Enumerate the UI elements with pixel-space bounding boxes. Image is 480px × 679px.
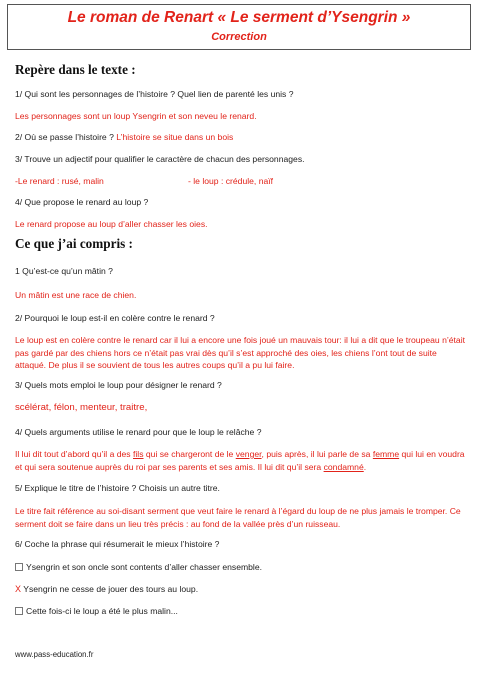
option-2-label: Ysengrin ne cesse de jouer des tours au loup. xyxy=(23,584,199,594)
answer-2-4 xyxy=(15,448,467,473)
title-box xyxy=(7,4,471,50)
question-1-1: 1/ Qui sont les personnages de l’histoire ? Quel lien de parenté les unis ? xyxy=(15,89,294,99)
answer-1-4: Le renard propose au loup d’aller chasser les oies. xyxy=(15,219,208,229)
answer-1-2: L’histoire se situe dans un bois xyxy=(116,132,234,142)
answer-2-4-femme: femme xyxy=(372,449,400,459)
answer-2-4-part4: qui lui en voudra et qui sera soutenue auprès du roi par ses parents et ses amis. Il lui dit qu’il sera xyxy=(15,449,465,472)
answer-1-3-renard: -Le renard : rusé, malin xyxy=(15,176,104,186)
option-3 xyxy=(15,606,178,616)
answer-2-1: Un mâtin est une race de chien. xyxy=(15,290,137,300)
question-1-2 xyxy=(15,132,233,142)
answer-2-4-venger: venger xyxy=(235,449,262,459)
section-heading-repere: Repère dans le texte : xyxy=(15,62,136,77)
option-2 xyxy=(15,584,198,594)
page-title: Le roman de Renart « Le serment d’Ysengrin » xyxy=(67,9,411,26)
footer-url: www.pass-education.fr xyxy=(15,650,94,659)
answer-2-3: scélérat, félon, menteur, traitre, xyxy=(15,402,148,413)
answer-2-5: Le titre fait référence au soi-disant serment que veut faire le renard à l’égard du loup de ne plus jamais le tromper. Ce serment doit se faire dans un lieu très précis : au fond de la vallée près d’un ruisseau. xyxy=(15,506,461,529)
question-2-2: 2/ Pourquoi le loup est-il en colère contre le renard ? xyxy=(15,313,215,323)
checked-x-mark: X xyxy=(15,584,22,594)
question-1-3: 3/ Trouve un adjectif pour qualifier le caractère de chacun des personnages. xyxy=(15,154,305,164)
question-1-2-text: 2/ Où se passe l’histoire ? xyxy=(15,132,114,142)
answer-2-4-part2: qui se chargeront de le xyxy=(145,449,234,459)
answer-2-2: Le loup est en colère contre le renard car il lui a encore une fois joué un mauvais tour: il lui a dit que le troupeau n’était pas gardé par des chiens hors ce n’était pas vrai dès qu’il s’est approché des oies, les chiens l’ont tout de suite attaqué. De plus il se souvient de tous les autres coups qu’il a pu lui faire. xyxy=(15,335,466,371)
question-2-3: 3/ Quels mots emploi le loup pour désigner le renard ? xyxy=(15,380,222,390)
option-1 xyxy=(15,562,262,572)
answer-2-4-part1: Il lui dit tout d’abord qu’il a des xyxy=(15,449,131,459)
answer-2-4-fils: fils xyxy=(133,449,144,459)
question-2-5: 5/ Explique le titre de l’histoire ? Choisis un autre titre. xyxy=(15,483,220,493)
answer-2-4-part3: , puis après, il lui parle de sa xyxy=(261,449,371,459)
checkbox-icon xyxy=(15,563,23,571)
page-subtitle: Correction xyxy=(211,31,267,43)
question-1-4: 4/ Que propose le renard au loup ? xyxy=(15,197,149,207)
question-2-6: 6/ Coche la phrase qui résumerait le mieux l’histoire ? xyxy=(15,539,220,549)
answer-2-4-condamne: condamné xyxy=(323,461,364,472)
answer-1-3-loup: - le loup : crédule, naïf xyxy=(188,176,274,186)
section-heading-compris: Ce que j’ai compris : xyxy=(15,236,133,251)
option-3-label: Cette fois-ci le loup a été le plus malin... xyxy=(26,606,178,616)
question-2-4: 4/ Quels arguments utilise le renard pour que le loup le relâche ? xyxy=(15,427,262,437)
option-1-label: Ysengrin et son oncle sont contents d’aller chasser ensemble. xyxy=(26,562,262,572)
answer-1-1: Les personnages sont un loup Ysengrin et son neveu le renard. xyxy=(15,111,257,121)
answer-2-4-part5: . xyxy=(363,461,367,472)
question-2-1: 1 Qu’est-ce qu’un mâtin ? xyxy=(15,266,113,276)
checkbox-icon xyxy=(15,607,23,615)
